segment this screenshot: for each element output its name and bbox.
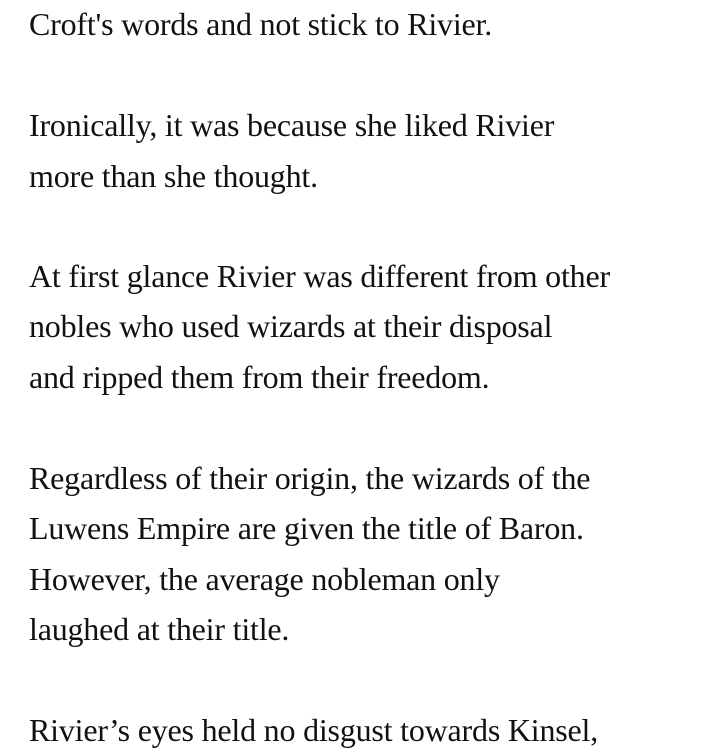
paragraph-4-line-4: laughed at their title. [29, 611, 290, 647]
paragraph-3-line-1: At first glance Rivier was different from other [29, 258, 610, 294]
paragraph-2-line-1: Ironically, it was because she liked Rivier [29, 107, 555, 143]
paragraph-3-line-2: nobles who used wizards at their disposal [29, 308, 553, 344]
paragraph-4-line-3: However, the average nobleman only [29, 561, 500, 597]
paragraph-1-line-1: Croft's words and not stick to Rivier. [29, 6, 493, 42]
paragraph-4-line-2: Luwens Empire are given the title of Baron. [29, 510, 584, 546]
paragraph-5-line-1: Rivier’s eyes held no disgust towards Kinsel, [29, 712, 599, 748]
paragraph-2-line-2: more than she thought. [29, 158, 318, 194]
paragraph-3-line-3: and ripped them from their freedom. [29, 359, 490, 395]
paragraph-4-line-1: Regardless of their origin, the wizards of the [29, 460, 591, 496]
